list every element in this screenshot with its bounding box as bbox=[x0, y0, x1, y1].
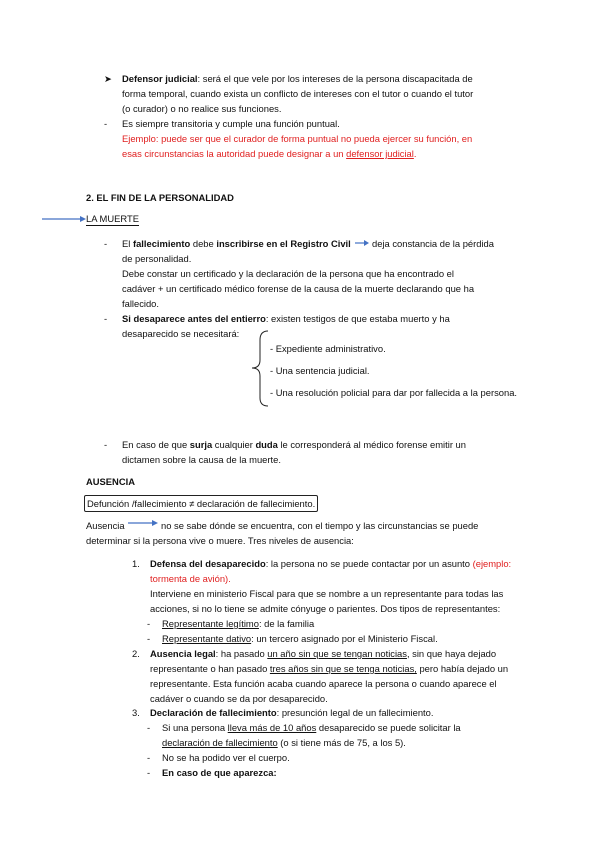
defensor-example-1: Ejemplo: puede ser que el curador de forma puntual no pueda ejercer su función, en bbox=[122, 133, 473, 144]
dash-bullet: - bbox=[147, 633, 151, 644]
sub-3: En caso de que aparezca: bbox=[162, 767, 277, 778]
sub-1-line-1: Si una persona lleva más de 10 años desaparecido se puede solicitar la bbox=[162, 722, 461, 733]
dash-bullet: - bbox=[147, 722, 151, 733]
item-2-number: 2. bbox=[132, 648, 140, 659]
arrow-head-ausencia bbox=[152, 520, 158, 526]
dash-bullet: - bbox=[147, 767, 151, 778]
item-1-line-3: Interviene en ministerio Fiscal para que se nombre a un representante para todas las bbox=[150, 588, 504, 599]
item-3-number: 3. bbox=[132, 707, 140, 718]
item-1-line-2: tormenta de avión). bbox=[150, 573, 231, 584]
muerte-p3-line-2: dictamen sobre la causa de la muerte. bbox=[122, 454, 281, 465]
ausencia-intro-word: Ausencia bbox=[86, 520, 125, 531]
section-title: 2. EL FIN DE LA PERSONALIDAD bbox=[86, 192, 234, 203]
ausencia-intro-rest: no se sabe dónde se encuentra, con el tiempo y las circunstancias se puede bbox=[161, 520, 479, 531]
ausencia-intro-line-2: determinar si la persona vive o muere. Tres niveles de ausencia: bbox=[86, 535, 354, 546]
dash-bullet: - bbox=[104, 238, 108, 249]
muerte-p1-line-3: Debe constar un certificado y la declaración de la persona que ha encontrado el bbox=[122, 268, 454, 279]
rep-1: Representante legítimo: de la familia bbox=[162, 618, 315, 629]
muerte-p1-after-arrow: deja constancia de la pérdida bbox=[372, 238, 494, 249]
muerte-p1-line-2: de personalidad. bbox=[122, 253, 192, 264]
bullet-arrow-icon: ➤ bbox=[104, 73, 112, 84]
sub-2: No se ha podido ver el cuerpo. bbox=[162, 752, 290, 763]
muerte-p3-line-1: En caso de que surja cualquier duda le corresponderá al médico forense emitir un bbox=[122, 439, 466, 450]
dash-bullet: - bbox=[104, 118, 108, 129]
ausencia-boxed-note: Defunción /fallecimiento ≠ declaración de fallecimiento. bbox=[84, 495, 318, 512]
dash-bullet: - bbox=[104, 313, 108, 324]
muerte-p1-line-1: El fallecimiento debe inscribirse en el Registro Civil bbox=[122, 238, 351, 249]
item-1-line-4: acciones, si no lo tiene se admite cónyuge o parientes. Dos tipos de representantes: bbox=[150, 603, 501, 614]
sub-1-line-2: declaración de fallecimiento (o si tiene más de 75, a los 5). bbox=[162, 737, 406, 748]
defensor-line-1: Defensor judicial: será el que vele por los intereses de la persona discapacitada de bbox=[122, 73, 473, 84]
item-2-line-3: representante. Esta función acaba cuando aparece la persona o cuando aparece el bbox=[150, 678, 497, 689]
muerte-p2-line-1: Si desaparece antes del entierro: existen testigos de que estaba muerto y ha bbox=[122, 313, 450, 324]
dash-bullet: - bbox=[104, 439, 108, 450]
section-subtitle: LA MUERTE bbox=[86, 213, 139, 224]
defensor-line-2: forma temporal, cuando exista un conflicto de intereses con el tutor o cuando el tutor bbox=[122, 88, 474, 99]
brace-item-2: - Una sentencia judicial. bbox=[270, 365, 370, 376]
item-2-line-2: representante o han pasado tres años sin que se tenga noticias, pero había dejado un bbox=[150, 663, 509, 674]
brace-item-1: - Expediente administrativo. bbox=[270, 343, 386, 354]
item-1-number: 1. bbox=[132, 558, 140, 569]
muerte-p1-line-5: fallecido. bbox=[122, 298, 160, 309]
defensor-dash-line: Es siempre transitoria y cumple una función puntual. bbox=[122, 118, 340, 129]
dash-bullet: - bbox=[147, 618, 151, 629]
brace-item-3: - Una resolución policial para dar por fallecida a la persona. bbox=[270, 387, 518, 398]
dash-bullet: - bbox=[147, 752, 151, 763]
curly-brace bbox=[252, 331, 268, 406]
rep-2: Representante dativo: un tercero asignado por el Ministerio Fiscal. bbox=[162, 633, 438, 644]
ausencia-title: AUSENCIA bbox=[86, 476, 135, 487]
item-1-line-1: Defensa del desaparecido: la persona no se puede contactar por un asunto (ejemplo: bbox=[150, 558, 512, 569]
arrow-head-registro bbox=[364, 240, 369, 246]
item-2-line-4: cadáver o cuando se da por desaparecido. bbox=[150, 693, 328, 704]
item-2-line-1: Ausencia legal: ha pasado un año sin que se tengan noticias, sin que haya dejado bbox=[150, 648, 497, 659]
defensor-line-3: (o curador) o no realice sus funciones. bbox=[122, 103, 282, 114]
item-3-line-1: Declaración de fallecimiento: presunción legal de un fallecimiento. bbox=[150, 707, 434, 718]
muerte-p2-line-2: desaparecido se necesitará: bbox=[122, 328, 240, 339]
muerte-p1-line-4: cadáver + un certificado médico forense de la causa de la muerte declarando que ha bbox=[122, 283, 475, 294]
defensor-example-2: esas circunstancias la autoridad puede designar a un defensor judicial. bbox=[122, 148, 417, 159]
